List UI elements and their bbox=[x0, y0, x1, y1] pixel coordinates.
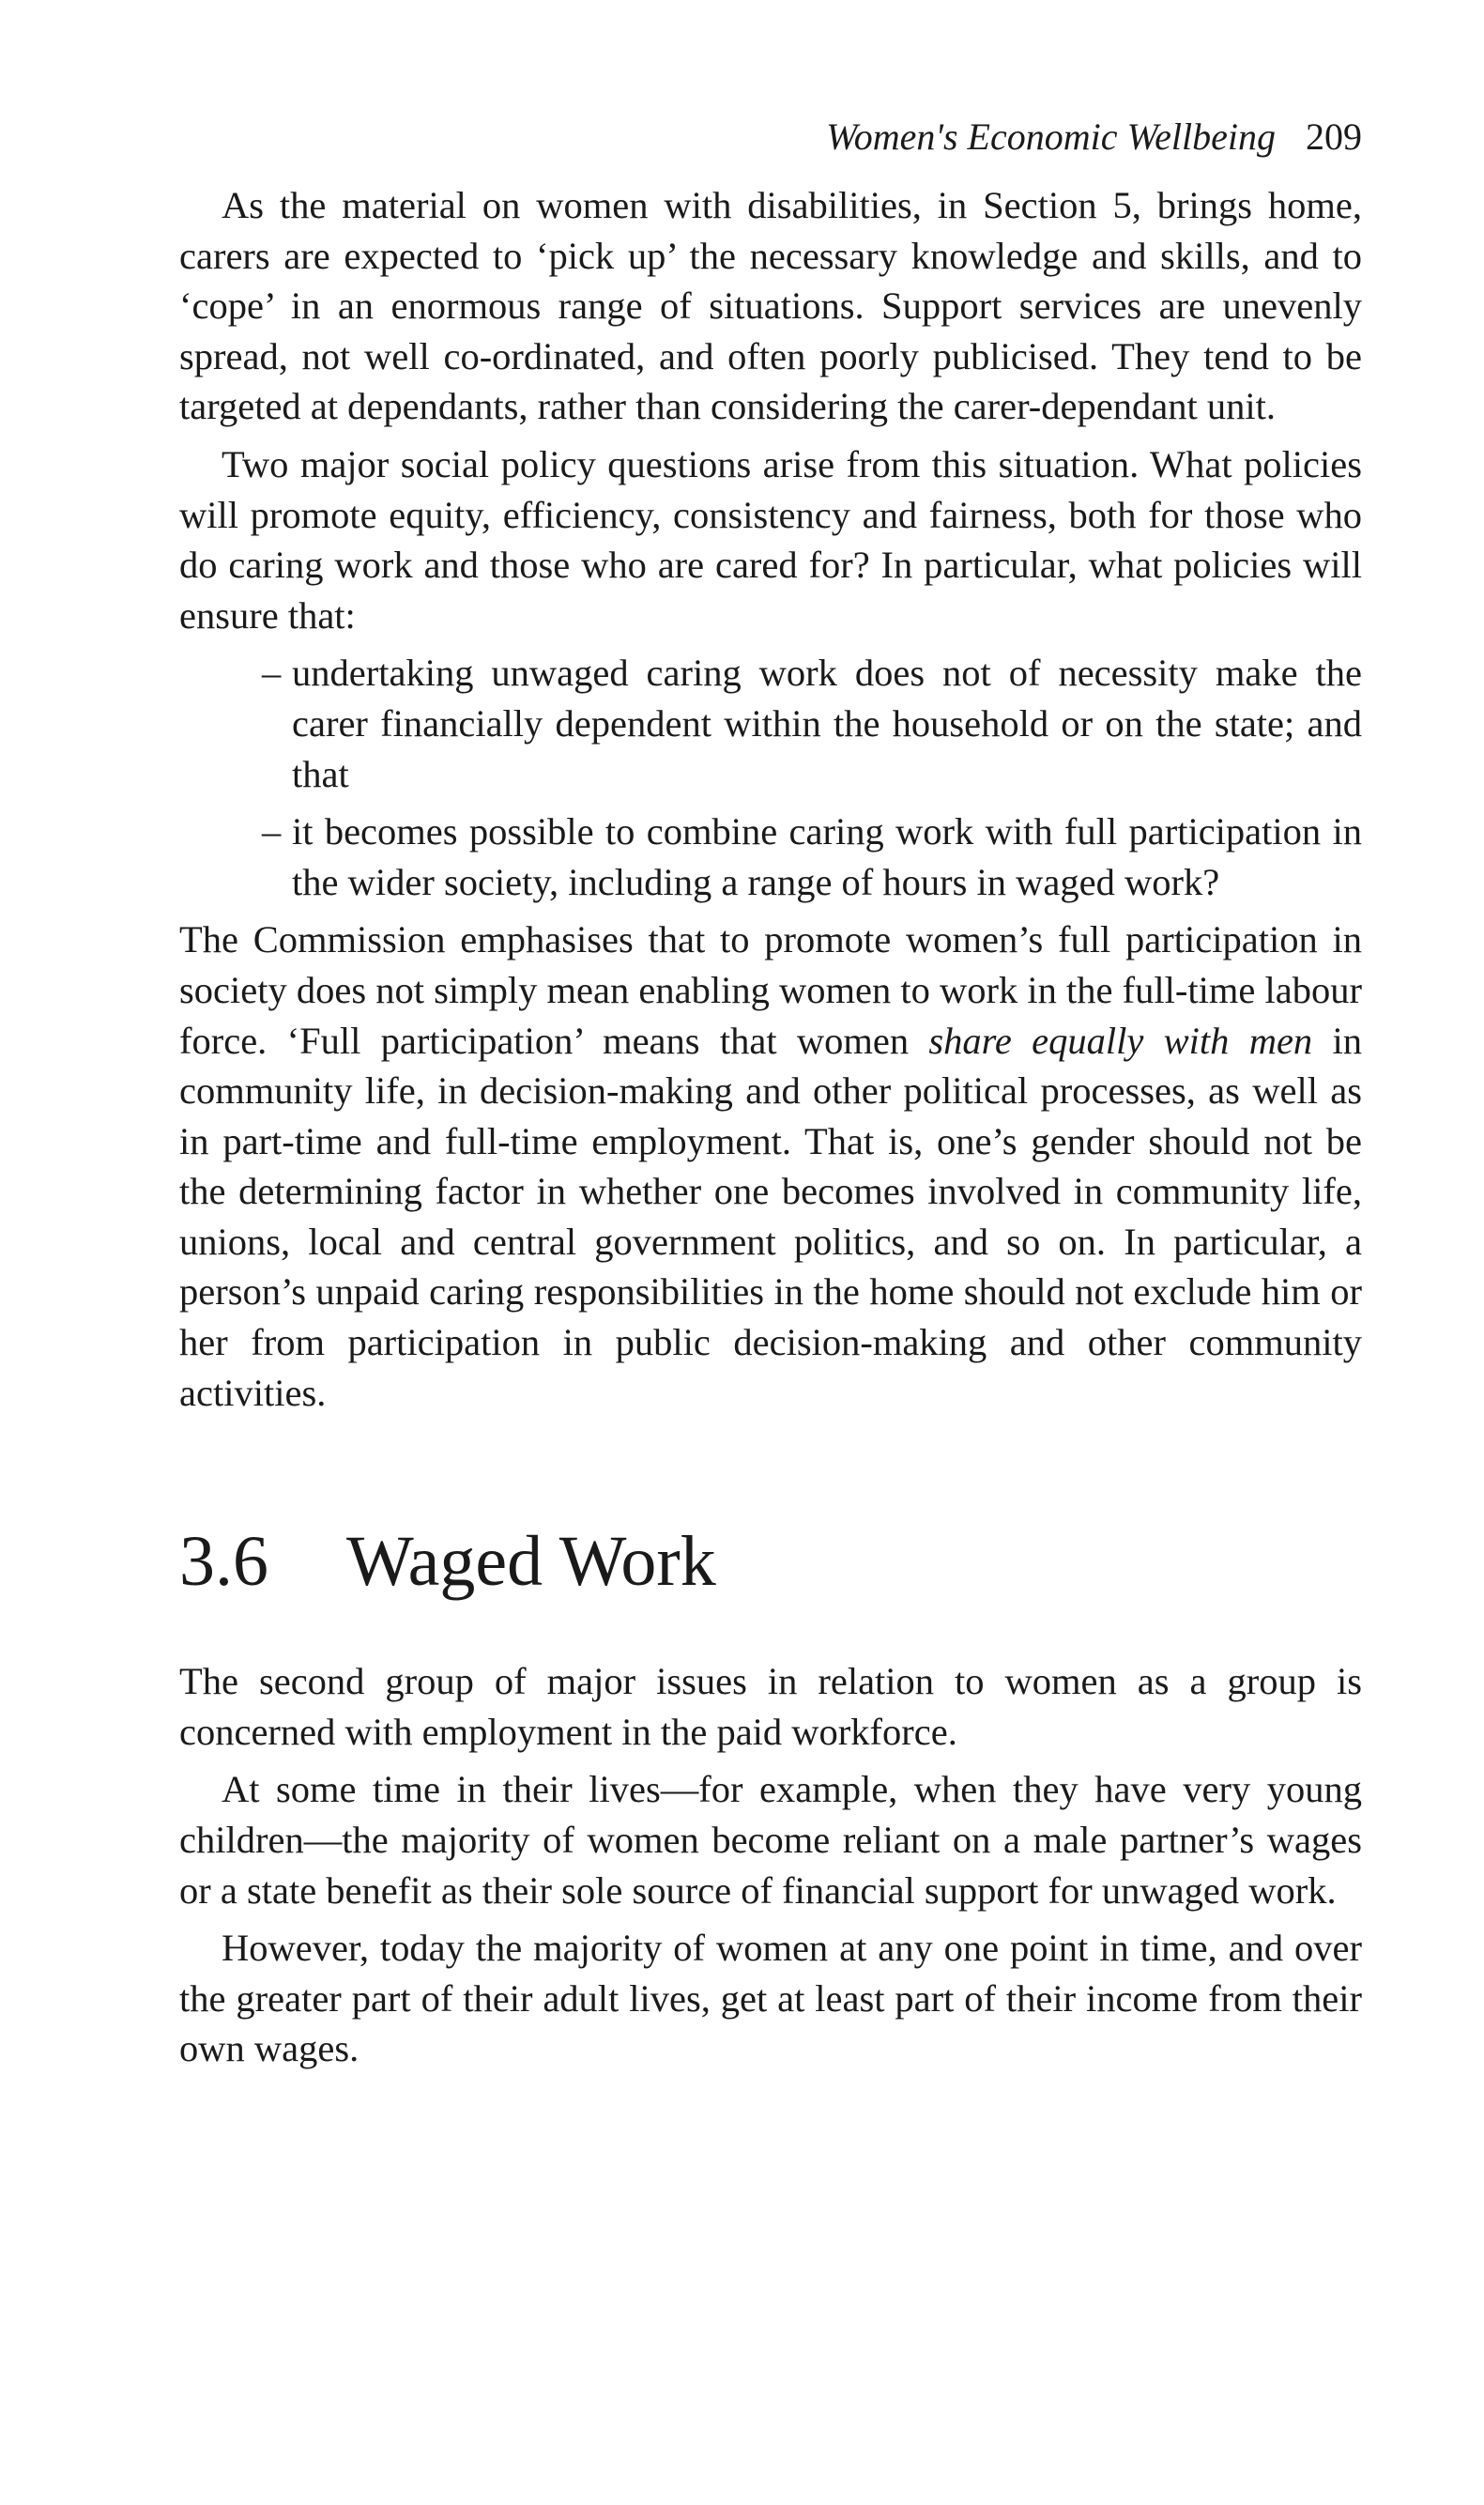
paragraph-text: The Commission emphasises that to promote women’s full participation in society does not simply mean enabling women to work in the full-time labour force. ‘Full participation’ means that women bbox=[179, 918, 1362, 1062]
emphasis-text: share equally with men bbox=[928, 1019, 1313, 1062]
page-number: 209 bbox=[1306, 115, 1362, 158]
list-item bbox=[179, 648, 1362, 799]
paragraph-own-wages: However, today the majority of women at any one point in time, and over the greater part of their adult lives, get at least part of their income from their own wages. bbox=[179, 1927, 1362, 2070]
paragraph-employment-issues: The second group of major issues in relation to women as a group is concerned with employment in the paid workforce. bbox=[179, 1660, 1362, 1753]
paragraph-reliance: At some time in their lives—for example, when they have very young children—the majority of women become reliant on a male partner’s wages or a state benefit as their sole source of financial support for unwaged work. bbox=[179, 1768, 1362, 1912]
policy-question-list bbox=[179, 648, 1362, 907]
list-item bbox=[179, 807, 1362, 907]
section-title: Waged Work bbox=[346, 1522, 716, 1602]
list-item-text: it becomes possible to combine caring work with full participation in the wider society, including a range of hours in waged work? bbox=[292, 810, 1362, 903]
list-dash: – bbox=[262, 810, 282, 853]
section-heading bbox=[179, 1519, 1362, 1604]
list-item-text: undertaking unwaged caring work does not of necessity make the carer financially dependent within the household or on the state; and that bbox=[292, 652, 1362, 795]
paragraph-carers-support: As the material on women with disabilities, in Section 5, brings home, carers are expected to ‘pick up’ the necessary knowledge and skills, and to ‘cope’ in an enormous range of situations. Support services are unevenly spread, not well co-ordinated, and often poorly publicised. They tend to be targeted at dependants, rather than considering the carer-dependant unit. bbox=[179, 184, 1362, 428]
running-head-title: Women's Economic Wellbeing bbox=[826, 115, 1276, 158]
paragraph-text: in community life, in decision-making and other political processes, as well as in part-time and full-time employment. That is, one’s gender should not be the determining factor in whether one becomes involved in community life, unions, local and central government politics, and so on. In particular, a person’s unpaid caring responsibilities in the home should not exclude him or her from participation in public decision-making and other community activities. bbox=[179, 1019, 1362, 1414]
paragraph-policy-questions: Two major social policy questions arise from this situation. What policies will promote equity, efficiency, consistency and fairness, both for those who do caring work and those who are cared for? In particular, what policies will ensure that: bbox=[179, 442, 1362, 637]
list-dash: – bbox=[262, 652, 282, 695]
section-number: 3.6 bbox=[179, 1522, 268, 1602]
book-page bbox=[179, 111, 1362, 2074]
running-head bbox=[179, 111, 1362, 163]
paragraph-full-participation bbox=[179, 914, 1362, 1418]
